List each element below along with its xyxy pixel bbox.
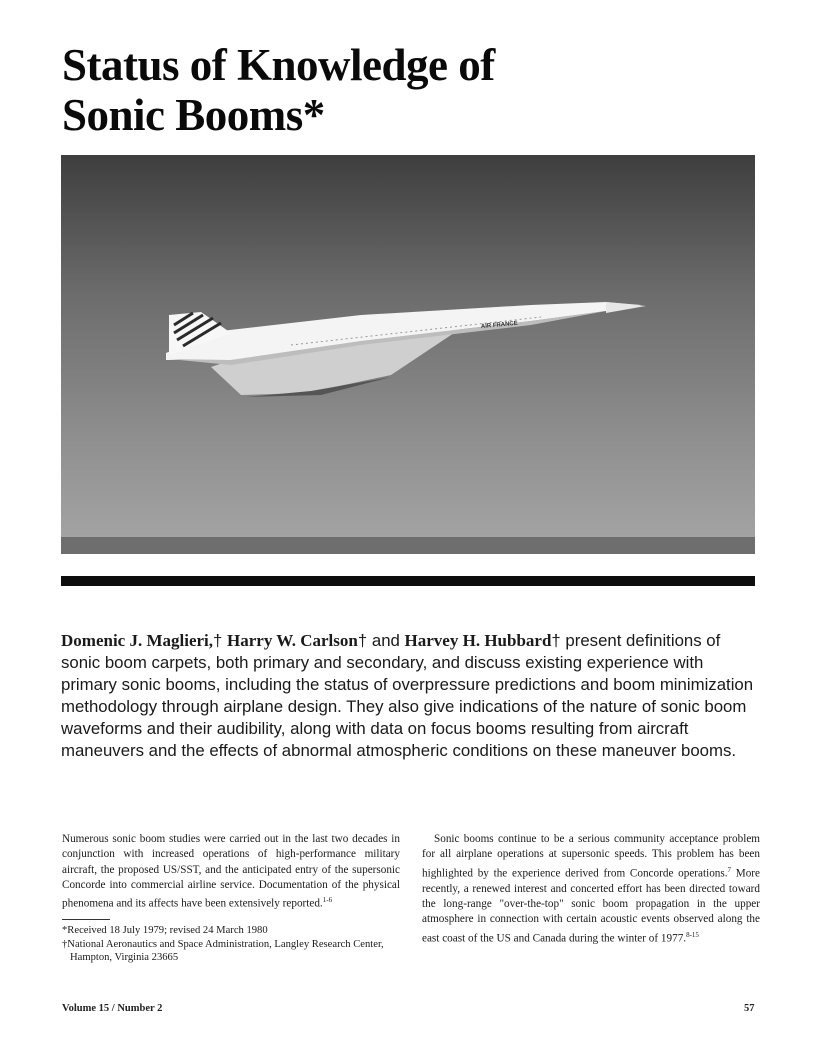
abstract — [61, 630, 761, 762]
section-divider — [61, 576, 755, 586]
article-title — [62, 40, 495, 140]
body-paragraph-2 — [422, 832, 760, 947]
footnote-affiliation: †National Aeronautics and Space Administration, Langley Research Center, Hampton, Virginia 23665 — [62, 938, 384, 964]
footnote-received: *Received 18 July 1979; revised 24 March 1980 — [62, 925, 268, 937]
author-conjunction: and — [371, 631, 400, 650]
body-paragraph-1 — [62, 832, 400, 912]
reference-1-6: 1-6 — [322, 896, 333, 905]
concorde-photo-graphic — [61, 155, 755, 554]
footnote-rule — [62, 919, 110, 920]
body-paragraph-1-text: Numerous sonic boom studies were carried out in the last two decades in conjunction with increased operations of high-performance military aircraft, the proposed US/SST, and the anticipated entry of the supersonic Concorde into commercial airline service. Documentation of the physical phenomena and its affects have been extensively reported. — [62, 833, 400, 910]
body-paragraph-2-text-cont: More recently, a renewed interest and concerted effort has been directed toward the long-range "over-the-top" sonic boom propagation in the upper atmosphere in connection with certain acoustic events observed along the east coast of the US and Canada during the winter of 1977. — [422, 867, 760, 945]
page-number: 57 — [744, 1003, 755, 1014]
author-3: Harvey H. Hubbard — [404, 631, 552, 650]
author-2: Harry W. Carlson — [227, 631, 358, 650]
reference-7: 7 — [727, 865, 732, 874]
title-line-2: Sonic Booms* — [62, 90, 325, 140]
dagger-3: † — [551, 631, 561, 650]
livery-text: AIR FRANCE — [480, 320, 519, 330]
journal-volume: Volume 15 / Number 2 — [62, 1003, 163, 1014]
reference-8-15: 8-15 — [686, 930, 699, 939]
concorde-photo — [61, 155, 755, 554]
horizon-band — [61, 537, 755, 554]
author-1: Domenic J. Maglieri, — [61, 631, 214, 650]
body-column-left — [62, 832, 400, 965]
abstract-text: present definitions of sonic boom carpets, both primary and secondary, and discuss existing experience with primary sonic booms, including the status of overpressure predictions and boom minimization methodology through airplane design. They also give indications of the nature of sonic boom waveforms and their audibility, along with data on focus booms resulting from aircraft maneuvers and the effects of abnormal atmospheric conditions on these maneuver booms. — [61, 631, 754, 760]
dagger-2: † — [357, 631, 368, 650]
title-line-1: Status of Knowledge of — [62, 40, 495, 90]
body-paragraph-2-text: Sonic booms continue to be a serious community acceptance problem for all airplane operations at supersonic speeds. This problem has been highlighted by the experience derived from Concorde operations. — [422, 833, 760, 880]
body-column-right — [422, 832, 760, 947]
dagger-1: † — [213, 631, 223, 650]
